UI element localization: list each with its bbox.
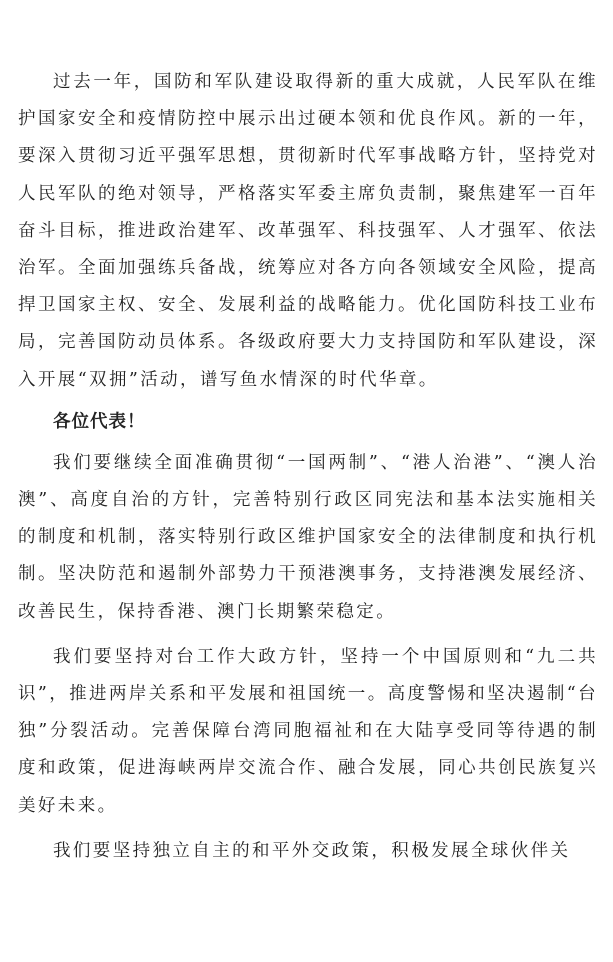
paragraph-foreign-policy: 我们要坚持独立自主的和平外交政策，积极发展全球伙伴关 xyxy=(53,840,571,861)
document-page xyxy=(18,64,598,870)
paragraph-defense: 过去一年，国防和军队建设取得新的重大成就，人民军队在维护国家安全和疫情防控中展示出过硬本领和优良作风。新的一年，要深入贯彻习近平强军思想，贯彻新时代军事战略方针，坚持党对人民军队的绝对领导，严格落实军委主席负责制，聚焦建军一百年奋斗目标，推进政治建军、改革强军、科技强军、人才强军、依法治军。全面加强练兵备战，统筹应对各方向各领域安全风险，提高捍卫国家主权、安全、发展利益的战略能力。优化国防科技工业布局，完善国防动员体系。各级政府要大力支持国防和军队建设，深入开展“双拥”活动，谱写鱼水情深的时代华章。 xyxy=(18,72,598,390)
section-heading: 各位代表！ xyxy=(53,411,146,432)
paragraph-taiwan: 我们要坚持对台工作大政方针，坚持一个中国原则和“九二共识”，推进两岸关系和平发展和祖国统一。高度警惕和坚决遏制“台独”分裂活动。完善保障台湾同胞福祉和在大陆享受同等待遇的制度和政策，促进海峡两岸交流合作、融合发展，同心共创民族复兴美好未来。 xyxy=(18,646,598,816)
paragraph-hong-kong-macao: 我们要继续全面准确贯彻“一国两制”、“港人治港”、“澳人治澳”、高度自治的方针，完善特别行政区同宪法和基本法实施相关的制度和机制，落实特别行政区维护国家安全的法律制度和执行机制。坚决防范和遏制外部势力干预港澳事务，支持港澳发展经济、改善民生，保持香港、澳门长期繁荣稳定。 xyxy=(18,452,598,622)
